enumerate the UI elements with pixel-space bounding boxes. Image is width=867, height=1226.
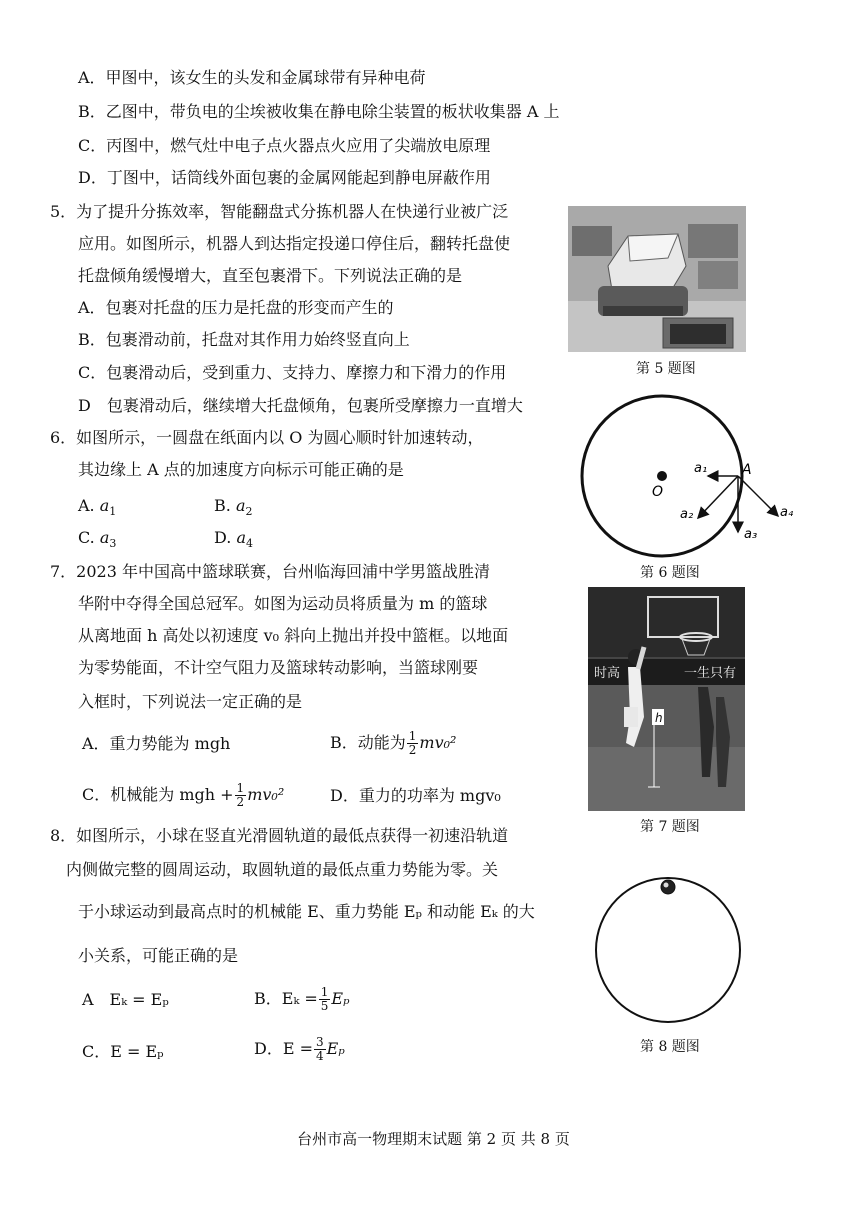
q8-stem-line3: 于小球运动到最高点时的机械能 E、重力势能 Eₚ 和动能 Eₖ 的大 <box>78 902 535 921</box>
q5-option-a: A．包裹对托盘的压力是托盘的形变而产生的 <box>78 298 394 317</box>
q5-option-d: D 包裹滑动后，继续增大托盘倾角，包裹所受摩擦力一直增大 <box>78 396 523 415</box>
photo-label-h: h <box>655 711 663 725</box>
q6-option-a: A. $a_1$ <box>78 496 117 519</box>
photo-banner-right: 一生只有 <box>684 666 737 681</box>
label-a3: a₃ <box>744 527 758 542</box>
q7-basketball-photo <box>588 587 745 811</box>
q7-figure-caption: 第 7 题图 <box>640 819 700 835</box>
q5-option-c: C．包裹滑动后，受到重力、支持力、摩擦力和下滑力的作用 <box>78 363 507 382</box>
q4-option-c: C．丙图中，燃气灶中电子点火器点火应用了尖端放电原理 <box>78 136 491 155</box>
q8-stem-line4: 小关系，可能正确的是 <box>78 946 239 965</box>
q6-option-c: C. $a_3$ <box>78 528 117 551</box>
q7-stem-line4: 为零势能面，不计空气阻力及篮球转动影响，当篮球刚要 <box>78 658 479 677</box>
q8-stem-line2: 内侧做完整的圆周运动，取圆轨道的最低点重力势能为零。关 <box>66 860 499 879</box>
q7-stem-line5: 入框时，下列说法一定正确的是 <box>78 692 303 711</box>
q5-stem-line3: 托盘倾角缓慢增大，直至包裹滑下。下列说法正确的是 <box>78 266 463 285</box>
q7-option-b: B．动能为 $\frac{1}{2}$ mv₀² <box>330 729 457 757</box>
q6-option-d: D. $a_4$ <box>214 528 253 551</box>
q6-stem-line1: 6．如图所示，一圆盘在纸面内以 O 为圆心顺时针加速转动， <box>50 428 484 447</box>
q6-option-b: B. $a_2$ <box>214 496 253 519</box>
label-o: O <box>652 484 664 500</box>
q5-stem-line2: 应用。如图所示，机器人到达指定投递口停住后，翻转托盘使 <box>78 234 511 253</box>
q8-option-a: A Eₖ = Eₚ <box>82 990 169 1009</box>
page-footer: 台州市高一物理期末试题 第 2 页 共 8 页 <box>297 1130 570 1148</box>
q6-disc-diagram <box>570 392 810 562</box>
photo-banner-left: 时高 <box>594 666 621 681</box>
q4-option-a: A．甲图中，该女生的头发和金属球带有异种电荷 <box>78 68 426 87</box>
arrow-a4 <box>738 476 778 516</box>
q8-figure-caption: 第 8 题图 <box>640 1039 700 1055</box>
label-a2: a₂ <box>680 507 694 522</box>
q7-option-d: D．重力的功率为 mgv₀ <box>330 786 501 805</box>
q7-stem-line3: 从离地面 h 高处以初速度 v₀ 斜向上抛出并投中篮框。以地面 <box>78 626 509 645</box>
label-a1: a₁ <box>694 461 708 476</box>
label-a4: a₄ <box>780 505 794 520</box>
q5-option-b: B．包裹滑动前，托盘对其作用力始终竖直向上 <box>78 330 410 349</box>
q5-robot-photo <box>568 206 746 352</box>
q4-option-d: D．丁图中，话筒线外面包裹的金属网能起到静电屏蔽作用 <box>78 168 491 187</box>
q5-stem-line1: 5．为了提升分拣效率，智能翻盘式分拣机器人在快递行业被广泛 <box>50 202 509 221</box>
q7-stem-line2: 华附中夺得全国总冠军。如图为运动员将质量为 m 的篮球 <box>78 594 488 613</box>
q8-stem-line1: 8．如图所示，小球在竖直光滑圆轨道的最低点获得一初速沿轨道 <box>50 826 509 845</box>
q7-stem-line1: 7．2023 年中国高中篮球联赛，台州临海回浦中学男篮战胜清 <box>50 562 490 581</box>
center-point-o <box>657 471 667 481</box>
label-a: A <box>742 462 752 478</box>
q7-option-c: C．机械能为 mgh + $\frac{1}{2}$ mv₀² <box>82 781 285 809</box>
q8-option-d: D．E = $\frac{3}{4}$ Eₚ <box>254 1035 345 1063</box>
q8-option-c: C．E = Eₚ <box>82 1042 164 1061</box>
q4-option-b: B．乙图中，带负电的尘埃被收集在静电除尘装置的板状收集器 A 上 <box>78 102 560 121</box>
q8-option-b: B．Eₖ = $\frac{1}{5}$ Eₚ <box>254 985 350 1013</box>
q6-stem-line2: 其边缘上 A 点的加速度方向标示可能正确的是 <box>78 460 404 479</box>
q7-option-a: A．重力势能为 mgh <box>82 734 231 753</box>
q5-figure-caption: 第 5 题图 <box>636 361 696 377</box>
q8-track-diagram <box>592 870 752 1030</box>
q6-figure-caption: 第 6 题图 <box>640 565 700 581</box>
circular-track <box>596 878 740 1022</box>
ball <box>661 880 675 894</box>
